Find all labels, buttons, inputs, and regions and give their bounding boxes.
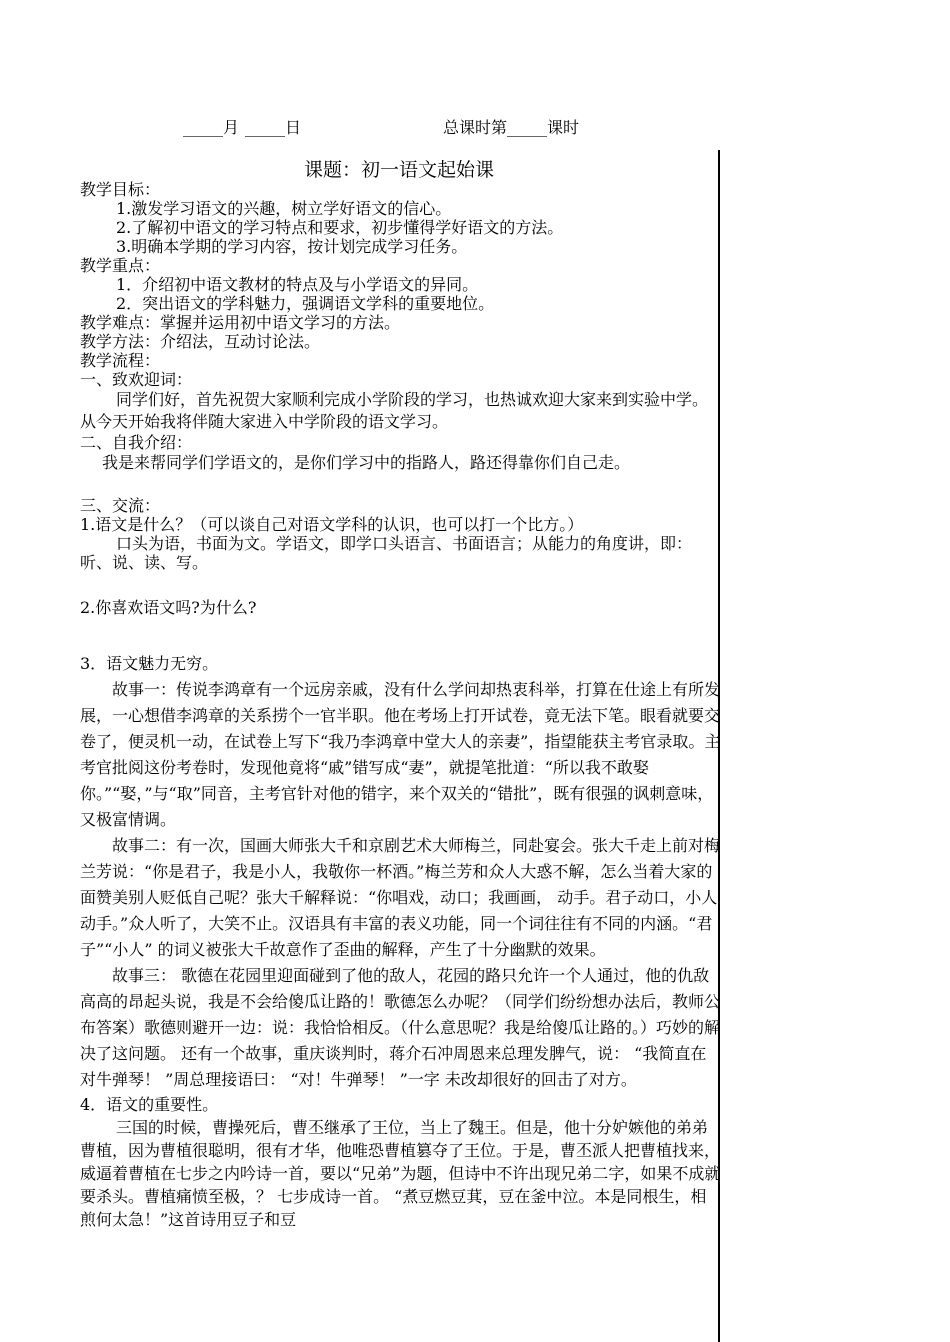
- total-periods-field: 总课时第_____课时: [443, 118, 580, 137]
- day-field: _____日: [245, 118, 302, 137]
- method-line: 教学方法：介绍法，互动讨论法。: [80, 332, 321, 351]
- welcome-text: 同学们好，首先祝贺大家顺利完成小学阶段的学习，也热诚欢迎大家来到实验中学。从今天开始我将伴随大家进入中学阶段的语文学习。: [80, 390, 709, 431]
- key-points-label: 教学重点：: [80, 256, 161, 275]
- objective-item: 3.明确本学期的学习内容，按计划完成学习任务。: [116, 237, 468, 256]
- story-4: 三国的时候，曹操死后，曹丕继承了王位，当上了魏王。但是，他十分妒嫉他的弟弟曹植，因为曹植很聪明，很有才华，他唯恐曹植篡夺了王位。于是，曹丕派人把曹植找来，威逼着曹植在七步之内吟诗一首，要以“兄弟”为题，但诗中不许出现兄弟二字，如果不成就要杀头。曹植痛愤至极，？ 七步成诗一首。 “煮豆燃豆萁，豆在釜中泣。本是同根生，相煎何太急！”这首诗用豆子和豆: [80, 1118, 721, 1229]
- lesson-content: [80, 180, 722, 1231]
- story-3: 故事三： 歌德在花园里迎面碰到了他的敌人，花园的路只允许一个人通过，他的仇敌高高的昂起头说，我是不会给傻瓜让路的！歌德怎么办呢？（同学们纷纷想办法后，教师公布答案）歌德则避开一边：说：我恰恰相反。（什么意思呢？我是给傻瓜让路的。）巧妙的解决了这问题。 还有一个故事，重庆谈判时，蒋介石冲周恩来总理发脾气，说： “我简直在对牛弹琴！ ”周总理接语曰： “对！牛弹琴！ ”一字 未改却很好的回击了对方。: [80, 966, 721, 1089]
- month-field: _____月: [183, 118, 240, 137]
- answer-1: 口头为语，书面为文。学语文，即学口头语言、书面语言；从能力的角度讲，即：听、说、读、写。: [80, 534, 693, 572]
- flow-label: 教学流程：: [80, 351, 161, 370]
- lesson-title: 课题：初一语文起始课: [303, 159, 494, 181]
- lesson-header: [0, 116, 950, 140]
- question-3: 3．语文魅力无穷。: [80, 654, 219, 673]
- section-heading: 三、交流：: [80, 496, 161, 515]
- key-point-item: 1．介绍初中语文教材的特点及与小学语文的异同。: [116, 275, 479, 294]
- section-heading: 一、致欢迎词：: [80, 370, 193, 389]
- story-2: 故事二：有一次，国画大师张大千和京剧艺术大师梅兰，同赴宴会。张大千走上前对梅兰芳说：“你是君子，我是小人，我敬你一杯酒。”梅兰芳和众人大惑不解，怎么当着大家的面赞美别人贬低自己呢？张大千解释说：“你唱戏，动口；我画画， 动手。君子动口，小人动手。”众人听了，大笑不止。汉语具有丰富的表义功能，同一个词往往有不同的内涵。“君子”“小人” 的词义被张大千故意作了歪曲的解释，产生了十分幽默的效果。: [80, 836, 721, 959]
- objectives-label: 教学目标：: [80, 180, 161, 199]
- key-point-item: 2．突出语文的学科魅力，强调语文学科的重要地位。: [116, 294, 495, 313]
- question-2: 2.你喜欢语文吗?为什么?: [80, 598, 257, 617]
- objective-item: 2.了解初中语文的学习特点和要求，初步懂得学好语文的方法。: [116, 218, 564, 237]
- story-1: 故事一：传说李鸿章有一个远房亲戚，没有什么学问却热衷科举，打算在仕途上有所发展，一心想借李鸿章的关系捞个一官半职。他在考场上打开试卷，竟无法下笔。眼看就要交卷了，便灵机一动，在试卷上写下“我乃李鸿章中堂大人的亲妻”，指望能获主考官录取。主考官批阅这份考卷时，发现他竟将“戚”错写成“妻”，就提笔批道：“所以我不敢娶你。”“娶，”与“取”同音，主考官针对他的错字，来个双关的“错批”，既有很强的讽刺意味，又极富情调。: [80, 680, 721, 829]
- difficulty-line: 教学难点：掌握并运用初中语文学习的方法。: [80, 313, 401, 332]
- question-4: 4．语文的重要性。: [80, 1095, 219, 1114]
- intro-text: 我是来帮同学们学语文的，是你们学习中的指路人，路还得靠你们自己走。: [102, 453, 631, 472]
- objective-item: 1.激发学习语文的兴趣，树立学好语文的信心。: [116, 199, 452, 218]
- question-1: 1.语文是什么？（可以谈自己对语文学科的认识，也可以打一个比方。）: [80, 515, 584, 534]
- section-heading: 二、自我介绍：: [80, 433, 193, 452]
